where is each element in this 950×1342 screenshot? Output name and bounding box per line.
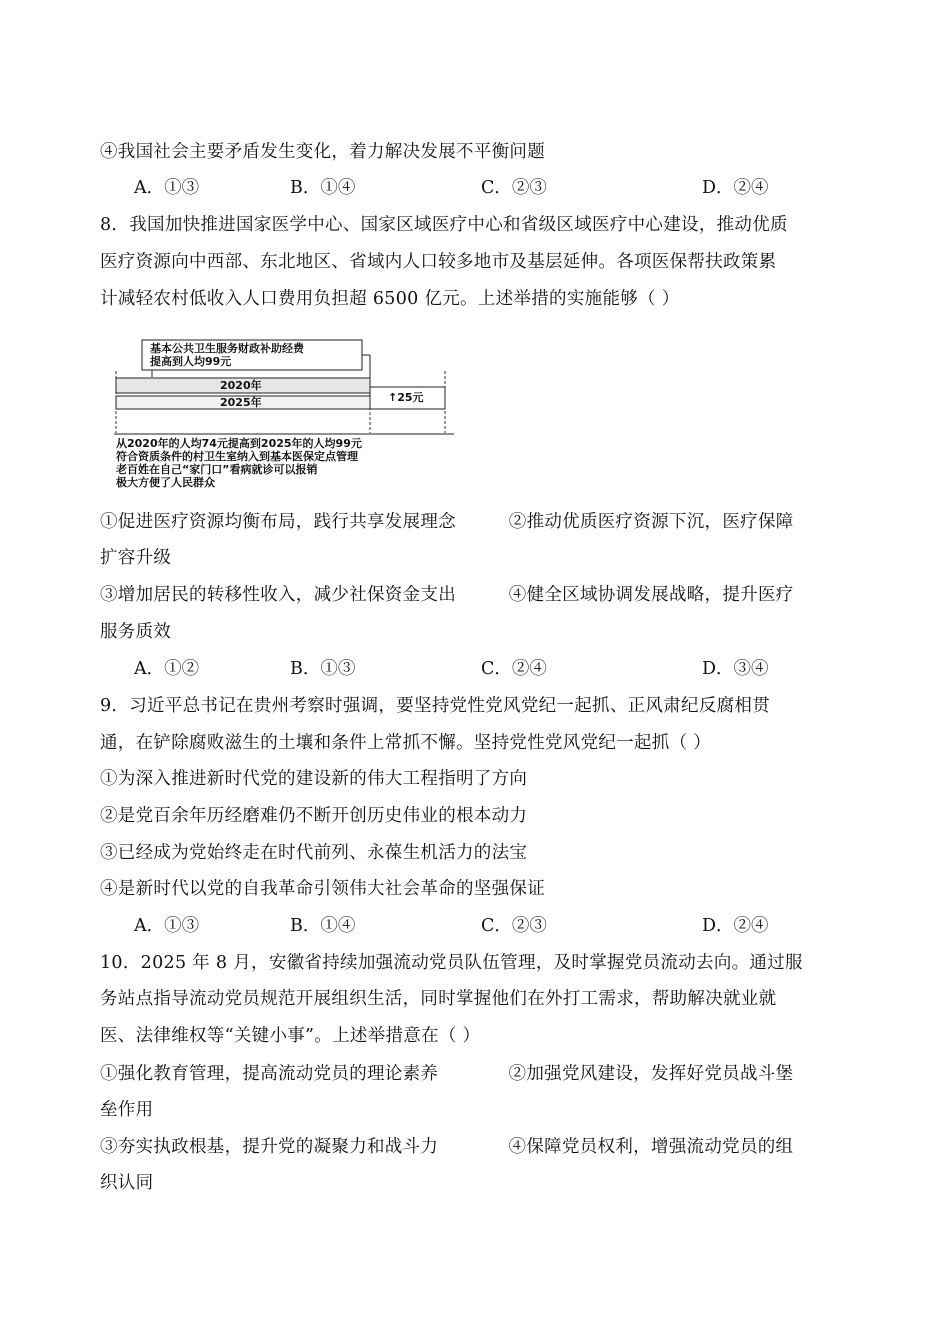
q10-stem-line-2: 务站点指导流动党员规范开展组织生活，同时掌握他们在外打工需求，帮助解决就业就 xyxy=(100,989,777,1009)
bar-2020-label: 2020年 xyxy=(220,379,262,392)
q9-option-c: C．②③ xyxy=(481,916,547,936)
q10-statements-line-1: ①强化教育管理，提高流动党员的理论素养 ②加强党风建设，发挥好党员战斗堡 xyxy=(100,1064,794,1084)
q8-stem-line-2: 医疗资源向中西部、东北地区、省域内人口较多地市及基层延伸。各项医保帮扶政策累 xyxy=(100,252,777,272)
q8-statements-line-4: 服务质效 xyxy=(100,622,172,642)
q9-options xyxy=(134,914,854,938)
q9-option-d: D．②④ xyxy=(702,916,769,936)
callout-line-1: 基本公共卫生服务财政补助经费 xyxy=(150,342,304,355)
q10-statements-line-3: ③夯实执政根基，提升党的凝聚力和战斗力 ④保障党员权利，增强流动党员的组 xyxy=(100,1137,794,1157)
bar-2025-label: 2025年 xyxy=(220,396,262,409)
q8-option-a: A．①② xyxy=(134,659,200,679)
q8-subsidy-figure xyxy=(114,335,459,495)
figure-note-3: 老百姓在自己“家门口”看病就诊可以报销 xyxy=(116,463,318,476)
figure-note-1: 从2020年的人均74元提高到2025年的人均99元 xyxy=(116,437,362,450)
q9-statement-2: ②是党百余年历经磨难仍不断开创历史伟业的根本动力 xyxy=(100,806,528,826)
increase-label: ↑25元 xyxy=(388,391,424,404)
q8-statements-line-1: ①促进医疗资源均衡布局，践行共享发展理念 ②推动优质医疗资源下沉，医疗保障 xyxy=(100,512,794,532)
q10-statements-line-2: 垒作用 xyxy=(100,1100,154,1120)
q9-statement-4: ④是新时代以党的自我革命引领伟大社会革命的坚强保证 xyxy=(100,879,545,899)
q7-options xyxy=(134,176,854,200)
q8-option-b: B．①③ xyxy=(290,659,356,679)
q8-option-c: C．②④ xyxy=(481,659,547,679)
q7-statement-4: ④我国社会主要矛盾发生变化，着力解决发展不平衡问题 xyxy=(100,142,545,162)
q8-option-d: D．③④ xyxy=(702,659,769,679)
q9-statement-1: ①为深入推进新时代党的建设新的伟大工程指明了方向 xyxy=(100,769,528,789)
figure-note-4: 极大方便了人民群众 xyxy=(116,476,215,489)
callout-line-2: 提高到人均99元 xyxy=(150,355,232,368)
q9-stem-line-1: 9．习近平总书记在贵州考察时强调，要坚持党性党风党纪一起抓、正风肃纪反腐相贯 xyxy=(100,696,771,716)
q10-stem-line-3: 医、法律维权等“关键小事”。上述举措意在（ ） xyxy=(100,1026,481,1046)
q10-stem-line-1: 10．2025 年 8 月，安徽省持续加强流动党员队伍管理，及时掌握党员流动去向。通过服 xyxy=(100,953,803,973)
q9-option-b: B．①④ xyxy=(290,916,356,936)
q8-statements-line-3: ③增加居民的转移性收入，减少社保资金支出 ④健全区域协调发展战略，提升医疗 xyxy=(100,585,794,605)
q7-option-d: D．②④ xyxy=(702,178,769,198)
q7-option-a: A．①③ xyxy=(134,178,200,198)
q9-statement-3: ③已经成为党始终走在时代前列、永葆生机活力的法宝 xyxy=(100,843,528,863)
q8-stem-line-1: 8．我国加快推进国家医学中心、国家区域医疗中心和省级区域医疗中心建设，推动优质 xyxy=(100,215,788,235)
figure-note-2: 符合资质条件的村卫生室纳入到基本医保定点管理 xyxy=(116,450,358,463)
q9-option-a: A．①③ xyxy=(134,916,200,936)
q7-option-c: C．②③ xyxy=(481,178,547,198)
q8-options xyxy=(134,657,854,681)
q7-option-b: B．①④ xyxy=(290,178,356,198)
q9-stem-line-2: 通，在铲除腐败滋生的土壤和条件上常抓不懈。坚持党性党风党纪一起抓（ ） xyxy=(100,733,712,753)
q8-statements-line-2: 扩容升级 xyxy=(100,548,172,568)
q10-statements-line-4: 织认同 xyxy=(100,1173,154,1193)
q8-stem-line-3: 计减轻农村低收入人口费用负担超 6500 亿元。上述举措的实施能够（ ） xyxy=(100,289,680,309)
